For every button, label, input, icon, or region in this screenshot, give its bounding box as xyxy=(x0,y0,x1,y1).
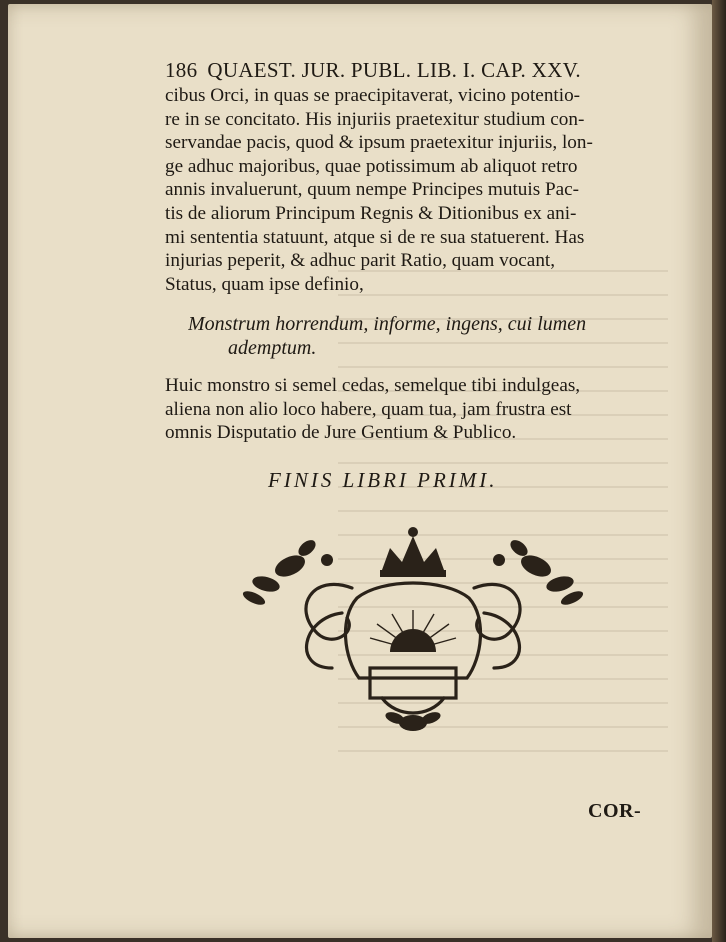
verse-quotation xyxy=(188,312,658,360)
text-line: omnis Disputatio de Jure Gentium & Publico. xyxy=(165,422,517,444)
running-title: QUAEST. JUR. PUBL. LIB. I. CAP. XXV. xyxy=(207,58,581,82)
text-line: tis de aliorum Principum Regnis & Ditionibus ex ani- xyxy=(165,202,577,224)
page-number: 186 xyxy=(165,58,198,82)
text-line: cibus Orci, in quas se praecipitaverat, vicino potentio- xyxy=(165,85,581,106)
text-line: re in se concitato. His injuriis praetexitur studium con- xyxy=(165,108,585,130)
paragraph-2 xyxy=(165,374,653,445)
crown-cartouche-ornament-icon xyxy=(232,518,594,740)
text-line: mi sententia statuunt, atque si de re sua statuerent. Has xyxy=(165,226,585,248)
finis-heading: FINIS LIBRI PRIMI. xyxy=(268,468,498,492)
text-line: injurias peperit, & adhuc parit Ratio, quam vocant, xyxy=(165,250,556,272)
paragraph-1 xyxy=(165,84,653,296)
book-gutter-edge xyxy=(712,0,726,942)
text-line: annis invaluerunt, quum nempe Principes mutuis Pac- xyxy=(165,179,580,201)
quote-line-1: Monstrum horrendum, informe, ingens, cui lumen xyxy=(188,313,587,335)
text-line: aliena non alio loco habere, quam tua, jam frustra est xyxy=(165,398,572,420)
text-line: servandae pacis, quod & ipsum praetexitur injuriis, lon- xyxy=(165,132,593,154)
running-header xyxy=(165,58,625,83)
text-line: Huic monstro si semel cedas, semelque tibi indulgeas, xyxy=(165,375,581,396)
catchword: COR- xyxy=(588,800,642,822)
quote-line-2: ademptum. xyxy=(228,337,317,359)
text-line: ge adhuc majoribus, quae potissimum ab aliquot retro xyxy=(165,155,578,177)
text-line: Status, quam ipse definio, xyxy=(165,273,364,295)
